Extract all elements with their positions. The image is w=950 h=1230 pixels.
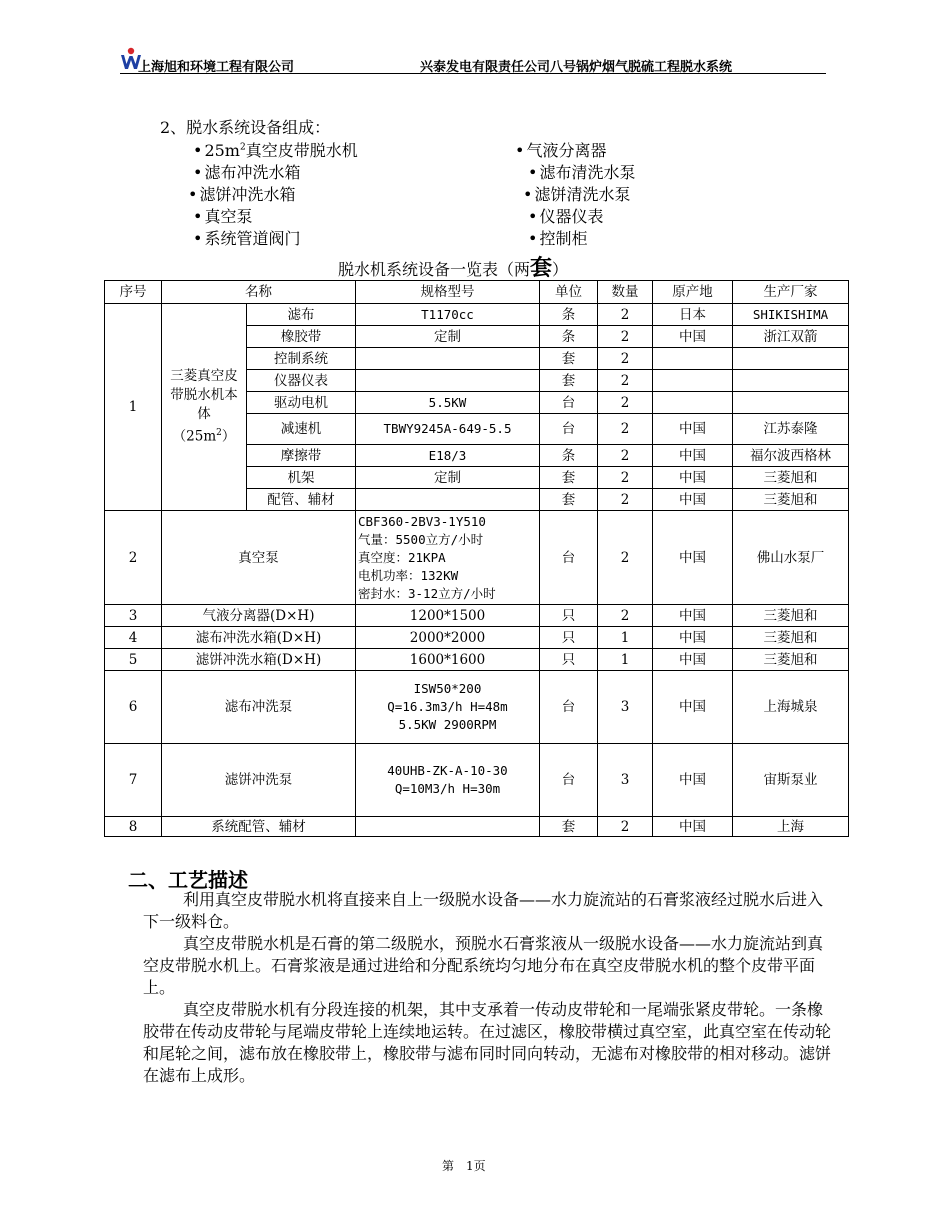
table-row: 2 真空泵 CBF360-2BV3-1Y510 气量：5500立方/小时 真空度：21KPA 电机功率：132KW 密封水：3-12立方/小时 台 2 中国 佛山水泵厂 (105, 511, 849, 605)
col-header: 名称 (162, 281, 356, 304)
table-row: 1 三菱真空皮带脱水机本体$(25m^2)$ 滤布 T1170cc 条 2 日本 SHIKISHIMA (105, 304, 849, 326)
table-row: 4 滤布冲洗水箱(D×H) 2000*2000 只 1 中国 三菱旭和 (105, 627, 849, 649)
composition-item: • 气液分离器 (515, 138, 606, 161)
group-name: 三菱真空皮带脱水机本体$(25m^2)$ (162, 304, 247, 511)
page-number: 第 1页 (442, 1159, 486, 1173)
table-row: 控制系统 套 2 (105, 348, 849, 370)
table-header-row (105, 281, 849, 304)
table-row: 8 系统配管、辅材 套 2 中国 上海 (105, 817, 849, 837)
equipment-table (104, 280, 849, 837)
col-header: 序号 (105, 281, 162, 304)
composition-item: • 控制柜 (528, 226, 587, 249)
col-header: 生产厂家 (733, 281, 849, 304)
composition-item: • 滤饼清洗水泵 (523, 182, 630, 205)
col-header: 数量 (598, 281, 653, 304)
table-row: 7 滤饼冲洗泵 40UHB-ZK-A-10-30 Q=10M3/h H=30m 台 3 中国 宙斯泵业 (105, 744, 849, 817)
composition-item: • 滤饼冲洗水箱 (188, 182, 295, 205)
composition-item: • 滤布清洗水泵 (528, 160, 635, 183)
col-header: 单位 (540, 281, 598, 304)
table-row: 6 滤布冲洗泵 ISW50*200 Q=16.3m3/h H=48m 5.5KW 2900RPM 台 3 中国 上海城泉 (105, 671, 849, 744)
paragraph: 真空皮带脱水机有分段连接的机架，其中支承着一传动皮带轮和一尾端张紧皮带轮。一条橡胶带在传动皮带轮与尾端皮带轮上连续地运转。在过滤区，橡胶带横过真空室，此真空室在传动轮和尾轮之间，滤布放在橡胶带上，橡胶带与滤布同时同向转动，无滤布对橡胶带的相对移动。滤饼在滤布上成形。 (143, 1000, 832, 1085)
table-row: 5 滤饼冲洗水箱(D×H) 1600*1600 只 1 中国 三菱旭和 (105, 649, 849, 671)
header-divider (120, 73, 826, 74)
table-row: 配管、辅材 套 2 中国 三菱旭和 (105, 489, 849, 511)
table-row: 减速机 TBWY9245A-649-5.5 台 2 中国 江苏泰隆 (105, 414, 849, 445)
table-row: 摩擦带 E18/3 条 2 中国 福尔波西格林 (105, 445, 849, 467)
composition-item: • 系统管道阀门 (193, 226, 300, 249)
table-row: 机架 定制 套 2 中国 三菱旭和 (105, 467, 849, 489)
table-caption: 脱水机系统设备一览表（两套） (338, 255, 569, 281)
composition-item: • 滤布冲洗水箱 (193, 160, 300, 183)
composition-title: 2、脱水系统设备组成： (160, 118, 331, 137)
table-row: 仪器仪表 套 2 (105, 370, 849, 392)
col-header: 规格型号 (356, 281, 540, 304)
header-project: 兴泰发电有限责任公司八号锅炉烟气脱硫工程脱水系统 (420, 60, 733, 75)
spec-multiline: CBF360-2BV3-1Y510 气量：5500立方/小时 真空度：21KPA 电机功率：132KW 密封水：3-12立方/小时 (356, 511, 540, 605)
composition-item: • $25m^2$真空皮带脱水机 (193, 138, 358, 161)
composition-item: • 真空泵 (193, 204, 252, 227)
spec-multiline: 40UHB-ZK-A-10-30 Q=10M3/h H=30m (356, 744, 540, 817)
table-row: 橡胶带 定制 条 2 中国 浙江双箭 (105, 326, 849, 348)
spec-multiline: ISW50*200 Q=16.3m3/h H=48m 5.5KW 2900RPM (356, 671, 540, 744)
paragraph: 真空皮带脱水机是石膏的第二级脱水，预脱水石膏浆液从一级脱水设备——水力旋流站到真空皮带脱水机上。石膏浆液是通过进给和分配系统均匀地分布在真空皮带脱水机的整个皮带平面上。 (143, 934, 824, 997)
composition-item: • 仪器仪表 (528, 204, 603, 227)
section-title: 二、工艺描述 (128, 868, 248, 892)
table-row: 3 气液分离器(D×H) 1200*1500 只 2 中国 三菱旭和 (105, 605, 849, 627)
table-row: 驱动电机 5.5KW 台 2 (105, 392, 849, 414)
header-company: 上海旭和环境工程有限公司 (138, 60, 295, 75)
col-header: 原产地 (653, 281, 733, 304)
paragraph: 利用真空皮带脱水机将直接来自上一级脱水设备——水力旋流站的石膏浆液经过脱水后进入下一级料仓。 (143, 890, 824, 931)
